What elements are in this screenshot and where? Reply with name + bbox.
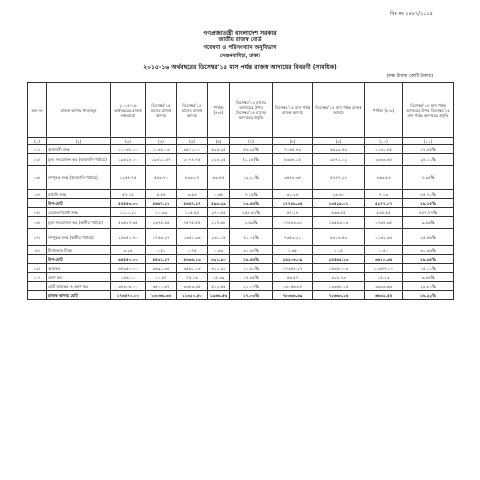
table-cell	[28, 199, 47, 208]
table-cell: ৫৫৫৫৩.০০	[111, 199, 146, 208]
table-cell: ০৪।	[28, 190, 47, 199]
table-cell: ৬৫৫৫০.০০	[111, 255, 146, 264]
table-cell: ৬৩.৫৫	[208, 166, 230, 190]
table-cell: ১৭৬৪৭০.০০	[111, 291, 146, 300]
column-index: (১)	[28, 138, 47, 145]
column-index: (৯)	[313, 138, 365, 145]
table-cell: ২৩১.১৫	[208, 229, 230, 246]
table-cell: ০৯।	[28, 264, 47, 273]
column-header: ডিসেম্বর'১৪ মাস পর্যন্ত রাজস্ব আদায়	[313, 83, 365, 138]
table-cell: ১১১১.২১	[111, 208, 146, 217]
table-cell: ৫৬.৫৭	[273, 273, 313, 282]
row-label: উপ-মোট	[47, 199, 111, 208]
table-cell: ১৭.০৩%	[230, 291, 273, 300]
table-cell: ৩.২৫	[111, 246, 146, 255]
table-cell: ০.৩৩	[208, 246, 230, 255]
column-header: রাজস্ব আদায় খাতসমূহ	[47, 83, 111, 138]
table-cell: (১.২৫)%	[230, 154, 273, 166]
office-address: সেগুনবাগিচা, ঢাকা।	[219, 53, 261, 59]
table-cell: ৫৬.২৫%	[230, 145, 273, 154]
revenue-table	[27, 82, 454, 300]
table-row	[28, 145, 454, 154]
table-cell: ১১৩১.৪৫	[365, 145, 403, 154]
table-cell: ০.৫০	[365, 246, 403, 255]
column-header: ক্রম নং	[28, 83, 47, 138]
table-cell: ১১৬৭৭.০০	[365, 264, 403, 273]
government-title: গণপ্রজাতন্ত্রী বাংলাদেশ সরকার	[203, 30, 277, 37]
column-header: ডিসেম্বর'১৪ মাসের রাজস্ব আদায়	[177, 83, 208, 138]
table-cell: ৪১.০৫%	[230, 229, 273, 246]
table-cell: ৩১৮.৭৩	[313, 273, 365, 282]
column-index: (৫)	[177, 138, 208, 145]
table-row	[28, 190, 454, 199]
table-cell: ৫৭.১৫	[111, 190, 146, 199]
table-cell: ১৫৬.০০	[111, 273, 146, 282]
table-cell: ৭.১৫%	[230, 190, 273, 199]
column-header: ডিসেম্বর'১৪ মাসের আদায়ের উপর ডিসেম্বর'১৫ মাসের আদায়ের প্রবৃদ্ধি	[230, 83, 273, 138]
table-cell: ৭.৩৫%	[403, 166, 454, 190]
table-cell: ১৩.৫৬%	[230, 199, 273, 208]
table-cell: ০৭।	[28, 229, 47, 246]
row-label: রাজস্ব আদায় মোট	[47, 291, 111, 300]
column-header: পার্থক্য (৪-৫)	[208, 83, 230, 138]
table-cell: ৭৫৭৫.৫৫	[177, 217, 208, 229]
table-cell: ৩.৫৩	[177, 190, 208, 199]
table-cell: ৫১২.৬৫	[208, 282, 230, 291]
table-cell: ১৭৩৫৪.২৭	[273, 264, 313, 273]
table-row	[28, 291, 454, 300]
table-cell: ৩৯৬৩.৬৬	[365, 282, 403, 291]
table-row	[28, 273, 454, 282]
table-cell: ২৩৭৫.৩৫	[146, 217, 177, 229]
row-label: ভ্রমণ কর	[47, 273, 111, 282]
table-cell: ৪৫.৭১%	[403, 190, 454, 199]
table-row	[28, 154, 454, 166]
table-cell: ১৯৬৬.৫৬	[208, 291, 230, 300]
table-row	[28, 229, 454, 246]
table-cell: ০.৬৫	[208, 190, 230, 199]
column-header: ডিসেম্বর'১৫ মাস পর্যন্ত রাজস্ব আদায়	[273, 83, 313, 138]
column-index: (৪)	[146, 138, 177, 145]
table-cell: ৫৩৫২৭.৩৫	[111, 217, 146, 229]
table-cell: ২২৪.২৫	[208, 154, 230, 166]
table-cell: ১১৬২.৩৩	[365, 229, 403, 246]
column-index: (১০)	[365, 138, 403, 145]
table-cell: ২৪৫৬৫.১৩	[313, 255, 365, 264]
table-cell: ৩৫০০.৩৭	[146, 282, 177, 291]
table-cell: ২৩৩৩.৪৫	[365, 154, 403, 166]
table-cell: ৬৬৩২.৫৪	[365, 291, 403, 300]
table-row	[28, 208, 454, 217]
table-row	[28, 166, 454, 190]
table-cell: ১০.৩৩	[146, 208, 177, 217]
table-cell: ৫.৫৫	[146, 190, 177, 199]
row-label: টার্নওভার ট্যাক্স	[47, 246, 111, 255]
row-label: মূল্য সংযোজন কর (স্থানীয় পর্যায়ে)	[47, 217, 111, 229]
table-cell: ১২৫৫.৭৫	[111, 166, 146, 190]
table-cell: ৩৬১০.৩৬	[365, 255, 403, 264]
column-index: (৩)	[111, 138, 146, 145]
table-cell: ১১৫.৫৫	[177, 208, 208, 217]
column-header: ২০১৫-১৬ অর্থবছরের রাজস্ব লক্ষ্যমাত্রা	[111, 83, 146, 138]
table-cell: ১৬.১৫%	[403, 199, 454, 208]
table-cell: ১০.৫৭	[146, 273, 177, 282]
table-cell: ১৩৩৪৮.১৫	[313, 282, 365, 291]
table-cell: ১৯৪২৮.০০	[111, 154, 146, 166]
table-cell: ৪৬৩.৫৩	[365, 166, 403, 190]
table-cell: ২০৭৪.৭৫	[177, 154, 208, 166]
row-label: সম্পূরক শুল্ক (স্থানীয় পর্যায়ে)	[47, 229, 111, 246]
table-cell: ৫৩৩৬.১৩	[177, 255, 208, 264]
table-cell: ১৫.১১%	[403, 264, 454, 273]
table-cell: ৩১১.৩১	[208, 264, 230, 273]
table-cell: ৫৬৬৭.২১	[146, 199, 177, 208]
table-cell: ২৭০.৫৫	[208, 208, 230, 217]
table-cell: ৩১.৩৭%	[230, 246, 273, 255]
table-cell: ১০০৩৭.০০	[111, 145, 146, 154]
table-row	[28, 255, 454, 264]
table-cell: ১০।	[28, 273, 47, 282]
table-row	[28, 217, 454, 229]
table-cell: ০.৭৫	[177, 246, 208, 255]
table-cell	[28, 255, 47, 264]
table-cell: ১৬৫১.৩৬	[177, 229, 208, 246]
row-label: আমদানী শুল্ক	[47, 145, 111, 154]
table-cell: ১১৩২০.৫০	[177, 291, 208, 300]
row-label: সম্পূরক শুল্ক (আমদানি পর্যায়ে)	[47, 166, 111, 190]
table-cell: ৩৩৯১.৩৪	[146, 264, 177, 273]
table-cell: ২৯.৮১%	[403, 282, 454, 291]
table-cell: ০৮।	[28, 246, 47, 255]
table-cell: ০.৫১	[146, 246, 177, 255]
column-index-row	[28, 138, 454, 145]
column-index: (৭)	[230, 138, 273, 145]
table-cell: ১৭৬৪.৩৫	[365, 217, 403, 229]
table-row	[28, 246, 454, 255]
table-cell: ৫৬৩.৫৫	[313, 208, 365, 217]
table-cell: ১৩০৬৬.৩৬	[146, 291, 177, 300]
report-title: ২০১৫-১৬ অর্থবছরের ডিসেম্বর'১৫ মাস পর্যন্ত রাজস্ব আদায়ের বিবরণী (সাময়িক)	[143, 64, 337, 71]
table-cell: ১৭.৪৫%	[403, 145, 454, 154]
unit-note: (লক্ষ টাকায় কোটি টাকায়)	[386, 74, 433, 79]
table-cell: ০৩।	[28, 166, 47, 190]
table-cell: ৮৩৬৪.১৫	[273, 154, 313, 166]
table-cell: ৯৫১১.০০	[177, 145, 208, 154]
table-cell: ৫৩৫.৫৫	[365, 208, 403, 217]
table-cell: ১০৩৪.০৩	[146, 145, 177, 154]
table-cell: ২১৭.৬৮	[208, 217, 230, 229]
table-cell: ১৭৫৬.২৭	[146, 229, 177, 246]
table-cell: ১০.৫১%	[230, 264, 273, 273]
table-cell: ২৫.৫৬%	[403, 229, 454, 246]
column-header: পার্থক্য (৮-৯)	[365, 83, 403, 138]
table-row	[28, 264, 454, 273]
table-cell: ২৫.১১%	[403, 154, 454, 166]
column-header: ডিসেম্বর'১৫ মাসের রাজস্ব আদায়	[146, 83, 177, 138]
column-index: (৬)	[208, 138, 230, 145]
table-cell: ১৭৪৫৩.৩১	[273, 217, 313, 229]
table-cell: ৩১.২৪	[273, 190, 313, 199]
table-cell	[28, 291, 47, 300]
table-cell: ১৫.১৩	[365, 273, 403, 282]
table-cell: ১৯.২০%	[230, 166, 273, 190]
division-name: গবেষণা ও পরিসংখ্যান অনুবিভাগ	[203, 45, 277, 51]
table-cell: ৫৫৭.৭৭%	[403, 208, 454, 217]
table-header-row	[28, 83, 454, 138]
table-cell: ৫৯৩.২৯	[208, 199, 230, 208]
table-cell: ৩৫৭৮.৩৫	[273, 166, 313, 190]
table-cell: ৫৭.১৪	[273, 208, 313, 217]
table-cell: ০২।	[28, 154, 47, 166]
table-cell: ১.৬৫	[273, 246, 313, 255]
table-cell: ৫২৭৭.০৭	[365, 199, 403, 208]
reference-number: বিঃ নং ২৪৮৭/২০১৫	[390, 11, 433, 17]
table-cell: ১৫.৩৯	[208, 273, 230, 282]
table-cell: ৭২৬৬৩.১৬	[313, 291, 365, 300]
table-cell: ৩১.৫৬%	[403, 246, 454, 255]
table-cell: ১৬৫৫৩.০৩	[313, 217, 365, 229]
table-cell: ৬৪৩৫০.০০	[111, 264, 146, 273]
table-cell: ১৯৪১১.৫৭	[146, 154, 177, 166]
table-cell: ৪৩৩.১৭	[177, 166, 208, 190]
table-cell: ২৫৪.৫২%	[230, 208, 273, 217]
table-cell: ০৫।	[28, 208, 47, 217]
table-cell: ১৬৩৫০.০৩	[313, 264, 365, 273]
table-cell: ১৭৭৫৯.৩৫	[273, 199, 313, 208]
table-cell: ২.৬৬%	[230, 217, 273, 229]
table-cell: ২১.০৭%	[230, 282, 273, 291]
table-cell: ৭৫.১৬	[177, 273, 208, 282]
table-cell: ২৩.৬০	[313, 190, 365, 199]
table-cell: ৭০৬৫.৪৩	[273, 145, 313, 154]
row-label: আয়কর	[47, 264, 111, 273]
table-cell: ৫৩১৩.৫৩	[313, 229, 365, 246]
table-row	[28, 282, 454, 291]
table-cell: ৩৫৬১.১৩	[177, 264, 208, 273]
table-cell: ৩.৬৪%	[403, 273, 454, 282]
table-cell: ১৭.৩৫%	[230, 273, 273, 282]
table-cell: ৩৩৮৩.৩৫	[177, 282, 208, 291]
table-row	[28, 199, 454, 208]
table-cell: ৭৩৫৩.২১	[273, 229, 313, 246]
table-cell: ০৬।	[28, 217, 47, 229]
table-cell: ১৬.৫৬%	[230, 255, 273, 264]
table-cell: ১৬.৩৫%	[403, 255, 454, 264]
column-index: (৮)	[273, 138, 313, 145]
table-cell: ১৬.২২%	[403, 291, 454, 300]
row-label: ডেভেলপমেন্ট শুল্ক	[47, 208, 111, 217]
table-cell: ১.১৫	[313, 246, 365, 255]
table-body	[28, 145, 454, 300]
row-label: মূল্য সংযোজন কর (আমদানি পর্যায়ে)	[47, 154, 111, 166]
row-label: উপ-মোট	[47, 255, 111, 264]
table-cell: ৫৭৪৭.২৪	[313, 166, 365, 190]
table-cell: ৫৫৩১.২৭	[146, 255, 177, 264]
table-cell: ২৬২০৬.০৯	[273, 255, 313, 264]
column-index: (১১)	[403, 138, 454, 145]
row-label: মোট আয়কর ও ভ্রমণ কর	[47, 282, 111, 291]
table-cell: ৫৩৬৭.২৭	[177, 199, 208, 208]
board-name: জাতীয় রাজস্ব বোর্ড	[218, 37, 262, 43]
table-cell: ৫৫৬.৭০	[146, 166, 177, 190]
table-cell: ৩২১.৯০	[208, 255, 230, 264]
table-cell	[28, 282, 47, 291]
row-label: রপ্তানি শুল্ক	[47, 190, 111, 199]
table-cell: ৭৮৩৬৬.৬৯	[273, 291, 313, 300]
table-cell: ৬২৩.২৫	[208, 145, 230, 154]
table-cell: ৬৪৫০৬.০০	[111, 282, 146, 291]
table-cell: ৭.১৩	[365, 190, 403, 199]
column-index: (২)	[47, 138, 111, 145]
table-cell: ১৬০৫৬.৮৮	[273, 282, 313, 291]
column-header: ডিসেম্বর'১৪ মাস পর্যন্ত আদায়ের উপর ডিসেম্বর'১৫ মাস পর্যন্ত আদায়ের প্রবৃদ্ধি	[403, 83, 454, 138]
table-cell: ৯৪৭২.০২	[313, 154, 365, 166]
table-cell: ২৩৪৫১.৭০	[111, 229, 146, 246]
table-cell: ৯.৬৬%	[403, 217, 454, 229]
table-cell: ৬৩২৯.৫৩	[313, 145, 365, 154]
table-cell: ০১।	[28, 145, 47, 154]
table-cell: ১৩৪২৯.০১	[313, 199, 365, 208]
